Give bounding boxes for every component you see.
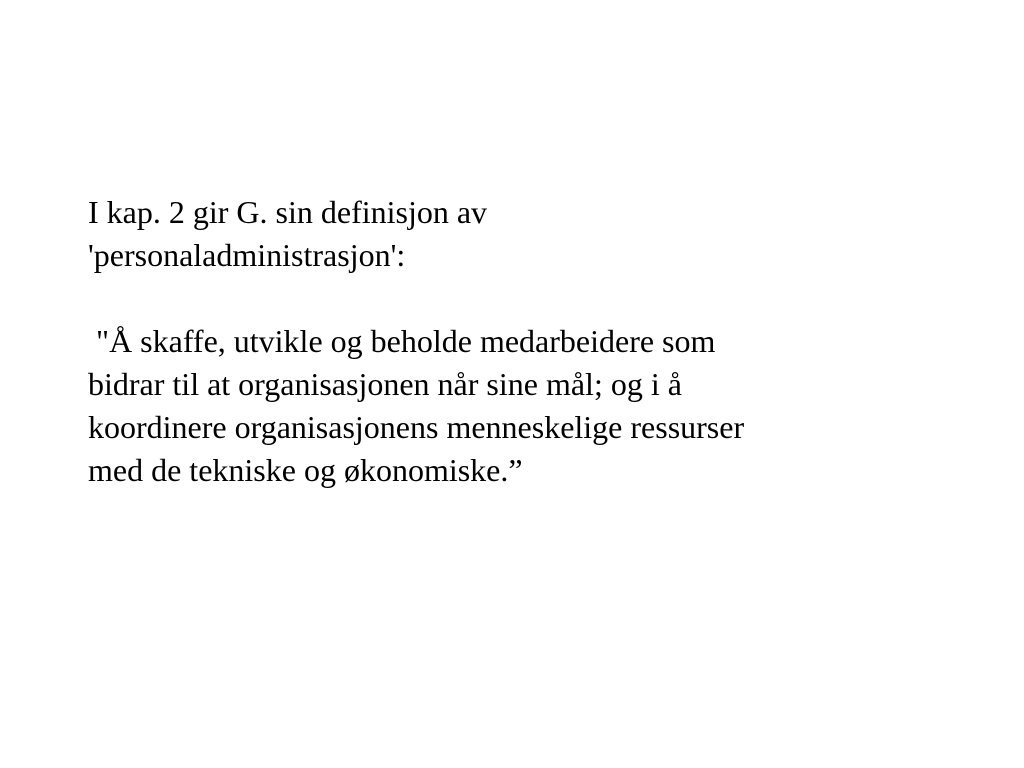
quote-line-3: koordinere organisasjonens menneskelige ressurser xyxy=(88,409,745,445)
quote-line-1: "Å skaffe, utvikle og beholde medarbeidere som xyxy=(88,323,716,359)
intro-line-1: I kap. 2 gir G. sin definisjon av xyxy=(88,194,488,230)
slide-text-block xyxy=(88,191,968,492)
quote-line-4: med de tekniske og økonomiske.” xyxy=(88,452,523,488)
paragraph-gap xyxy=(88,277,968,320)
intro-line-2: 'personaladministrasjon': xyxy=(88,237,406,273)
quote-line-2: bidrar til at organisasjonen når sine mål; og i å xyxy=(88,366,682,402)
